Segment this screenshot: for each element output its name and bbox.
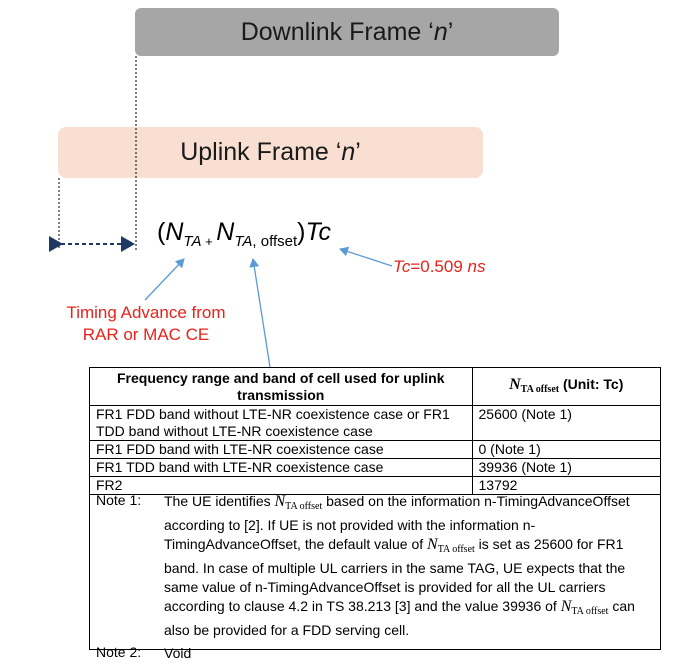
tc-arrow (340, 249, 392, 266)
header-band: Frequency range and band of cell used for uplink transmission (90, 368, 472, 406)
note-1: Note 1: The UE identifies $N_{TA offset}$ based on the information n-TimingAdvanceOffset according to [2]. If UE is not provided with the information n-TimingAdvanceOffset, the default value of $N_{TA offset}$ is set as 25600 for FR1 band. In case of multiple UL carriers in the same TAG, UE expects that the same value of n-TimingAdvanceOffset is provided for all the UL carriers according to clause 4.2 in TS 38.213 [3] and the value 39936 of $N_{TA offset}$ can also be provided for a FDD serving cell. (96, 492, 635, 638)
nta-offset-table (89, 367, 661, 661)
table-row: FR1 FDD band with LTE-NR coexistence case 0 (Note 1) (90, 441, 660, 459)
uplink-frame-label: Uplink Frame ‘n’ (180, 138, 361, 166)
ta-arrow (145, 259, 184, 300)
tc-value-label: Tc=0.509 ns (393, 257, 486, 276)
timing-formula: ($N_{TA}$ $_+$ $N_{TA, offset})Tc$ (157, 218, 331, 250)
header-nta-offset: $N_{TA offset}$ (Unit: Tc) (472, 368, 660, 406)
table-row: FR1 FDD band without LTE-NR coexistence case or FR1 TDD band without LTE-NR coexistence case 25600 (Note 1) (90, 406, 660, 441)
note-2: Note 2: Void (96, 644, 192, 661)
timing-advance-label: Timing Advance from RAR or MAC CE (66, 303, 226, 344)
ta-offset-arrow (253, 259, 270, 367)
table-row: FR2 13792 (90, 477, 660, 495)
table-header-row (90, 368, 660, 406)
downlink-frame-label: Downlink Frame ‘n’ (240, 17, 454, 46)
table-row: FR1 TDD band with LTE-NR coexistence case 39936 (Note 1) (90, 459, 660, 477)
table-notes (90, 487, 660, 663)
